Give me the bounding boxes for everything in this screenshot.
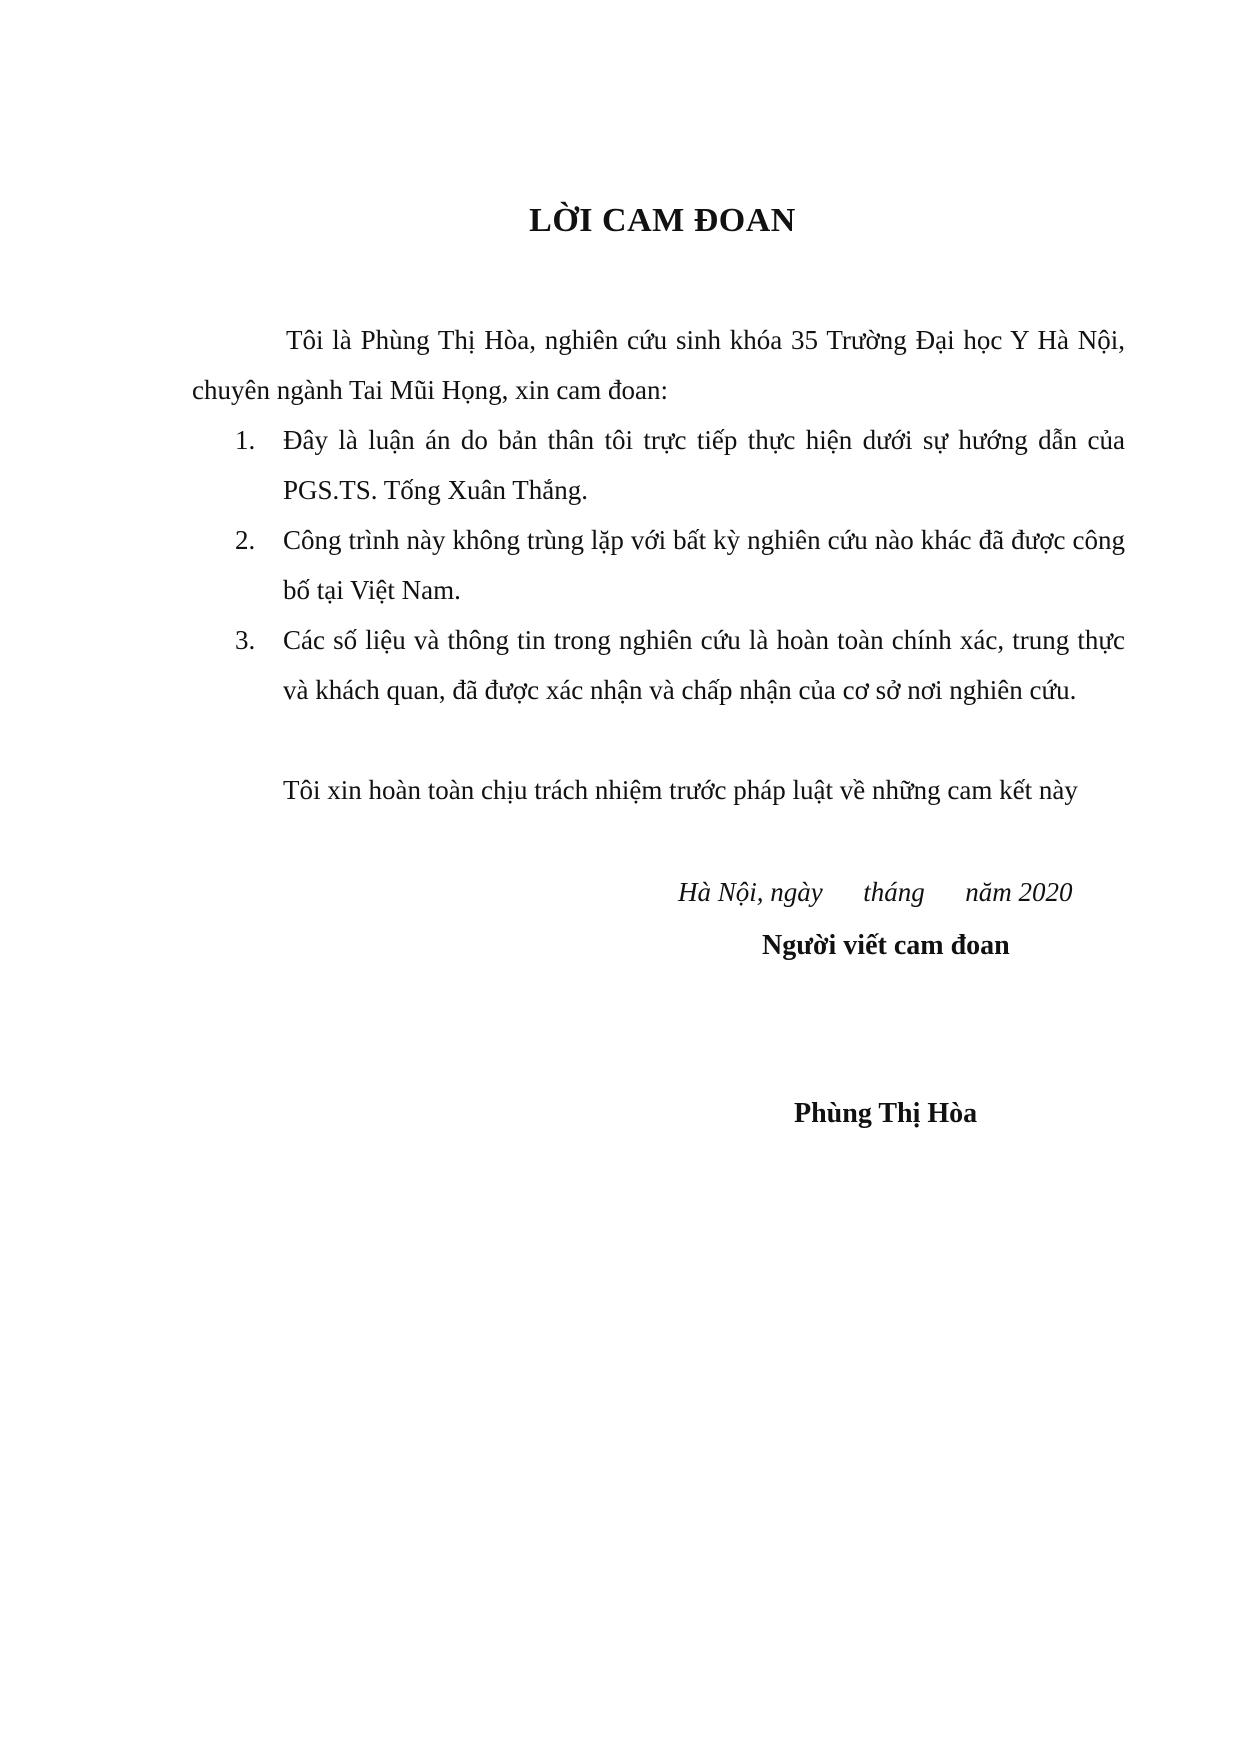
commitment-list (192, 415, 1125, 715)
page-title: LỜI CAM ĐOAN (529, 202, 796, 239)
list-item-text: Công trình này không trùng lặp với bất kỳ nghiên cứu nào khác đã được công bố tại Việt Nam. (283, 525, 1125, 605)
list-item-number: 2. (235, 525, 256, 555)
list-item (192, 415, 1125, 515)
list-item (192, 615, 1125, 715)
list-item-number: 3. (235, 625, 256, 655)
signature-name: Phùng Thị Hòa (794, 1098, 978, 1129)
list-item-number: 1. (235, 425, 256, 455)
closing-statement: Tôi xin hoàn toàn chịu trách nhiệm trước pháp luật về những cam kết này (283, 775, 1078, 805)
list-item-text: Các số liệu và thông tin trong nghiên cứu là hoàn toàn chính xác, trung thực và khách quan, đã được xác nhận và chấp nhận của cơ sở nơi nghiên cứu. (283, 625, 1125, 705)
intro-paragraph: Tôi là Phùng Thị Hòa, nghiên cứu sinh khóa 35 Trường Đại học Y Hà Nội, chuyên ngành Tai Mũi Họng, xin cam đoan: (192, 325, 1125, 405)
signature-role: Người viết cam đoan (762, 930, 1010, 961)
list-item (192, 515, 1125, 615)
signature-date-line: Hà Nội, ngày tháng năm 2020 (678, 877, 1073, 907)
list-item-text: Đây là luận án do bản thân tôi trực tiếp thực hiện dưới sự hướng dẫn của PGS.TS. Tống Xuân Thắng. (283, 425, 1125, 505)
